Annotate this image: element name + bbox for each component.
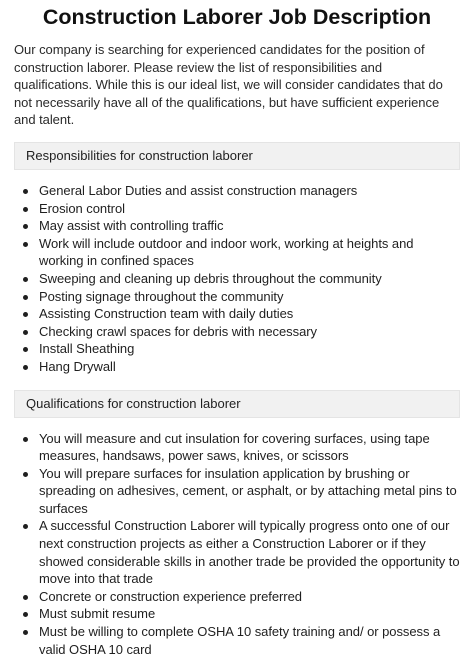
list-item-text: Work will include outdoor and indoor work, working at heights and working in confined spaces: [39, 236, 413, 269]
list-item: [14, 623, 460, 658]
bullet-icon: [23, 347, 28, 352]
list-item: [14, 588, 460, 606]
list-item-text: May assist with controlling traffic: [39, 218, 223, 233]
list-item-text: Concrete or construction experience preferred: [39, 589, 302, 604]
qualifications-list: [14, 430, 460, 658]
bullet-icon: [23, 330, 28, 335]
list-item-text: Posting signage throughout the community: [39, 289, 283, 304]
list-item: [14, 200, 460, 218]
bullet-icon: [23, 595, 28, 600]
list-item: [14, 288, 460, 306]
list-item-text: Install Sheathing: [39, 341, 134, 356]
list-item: [14, 235, 460, 270]
list-item: [14, 182, 460, 200]
page-title: Construction Laborer Job Description: [14, 0, 460, 30]
list-item-text: Sweeping and cleaning up debris throughout the community: [39, 271, 382, 286]
list-item-text: You will measure and cut insulation for covering surfaces, using tape measures, handsaws, power saws, knives, or scissors: [39, 431, 430, 464]
list-item-text: Must be willing to complete OSHA 10 safety training and/ or possess a valid OSHA 10 card: [39, 624, 440, 657]
list-item: [14, 270, 460, 288]
intro-paragraph: Our company is searching for experienced candidates for the position of construction laborer. Please review the list of responsibilities and qualifications. While this is our ideal list, we will consider candidates that do not necessarily have all of the qualifications, but have sufficient experience and talent.: [14, 41, 460, 129]
list-item: [14, 465, 460, 518]
list-item-text: A successful Construction Laborer will typically progress onto one of our next construction projects as either a Construction Laborer or if they showed considerable skills in another trade be provided the opportunity to move into that trade: [39, 518, 460, 586]
list-item: [14, 605, 460, 623]
list-item-text: You will prepare surfaces for insulation application by brushing or spreading on adhesives, cement, or asphalt, or by attaching metal pins to surfaces: [39, 466, 457, 516]
list-item-text: Must submit resume: [39, 606, 155, 621]
responsibilities-heading: Responsibilities for construction laborer: [26, 148, 253, 163]
list-item: [14, 340, 460, 358]
list-item-text: Erosion control: [39, 201, 125, 216]
list-item-text: Assisting Construction team with daily duties: [39, 306, 293, 321]
list-item: [14, 217, 460, 235]
list-item-text: General Labor Duties and assist construction managers: [39, 183, 357, 198]
bullet-icon: [23, 472, 28, 477]
bullet-icon: [23, 630, 28, 635]
bullet-icon: [23, 365, 28, 370]
bullet-icon: [23, 224, 28, 229]
bullet-icon: [23, 242, 28, 247]
bullet-icon: [23, 612, 28, 617]
list-item: [14, 430, 460, 465]
bullet-icon: [23, 277, 28, 282]
responsibilities-list: [14, 182, 460, 376]
bullet-icon: [23, 312, 28, 317]
list-item: [14, 358, 460, 376]
bullet-icon: [23, 524, 28, 529]
list-item: [14, 517, 460, 587]
bullet-icon: [23, 207, 28, 212]
qualifications-section-header: [14, 390, 460, 418]
list-item-text: Checking crawl spaces for debris with necessary: [39, 324, 317, 339]
bullet-icon: [23, 295, 28, 300]
responsibilities-section-header: [14, 142, 460, 170]
qualifications-heading: Qualifications for construction laborer: [26, 396, 241, 411]
list-item: [14, 323, 460, 341]
bullet-icon: [23, 189, 28, 194]
list-item-text: Hang Drywall: [39, 359, 116, 374]
list-item: [14, 305, 460, 323]
bullet-icon: [23, 437, 28, 442]
